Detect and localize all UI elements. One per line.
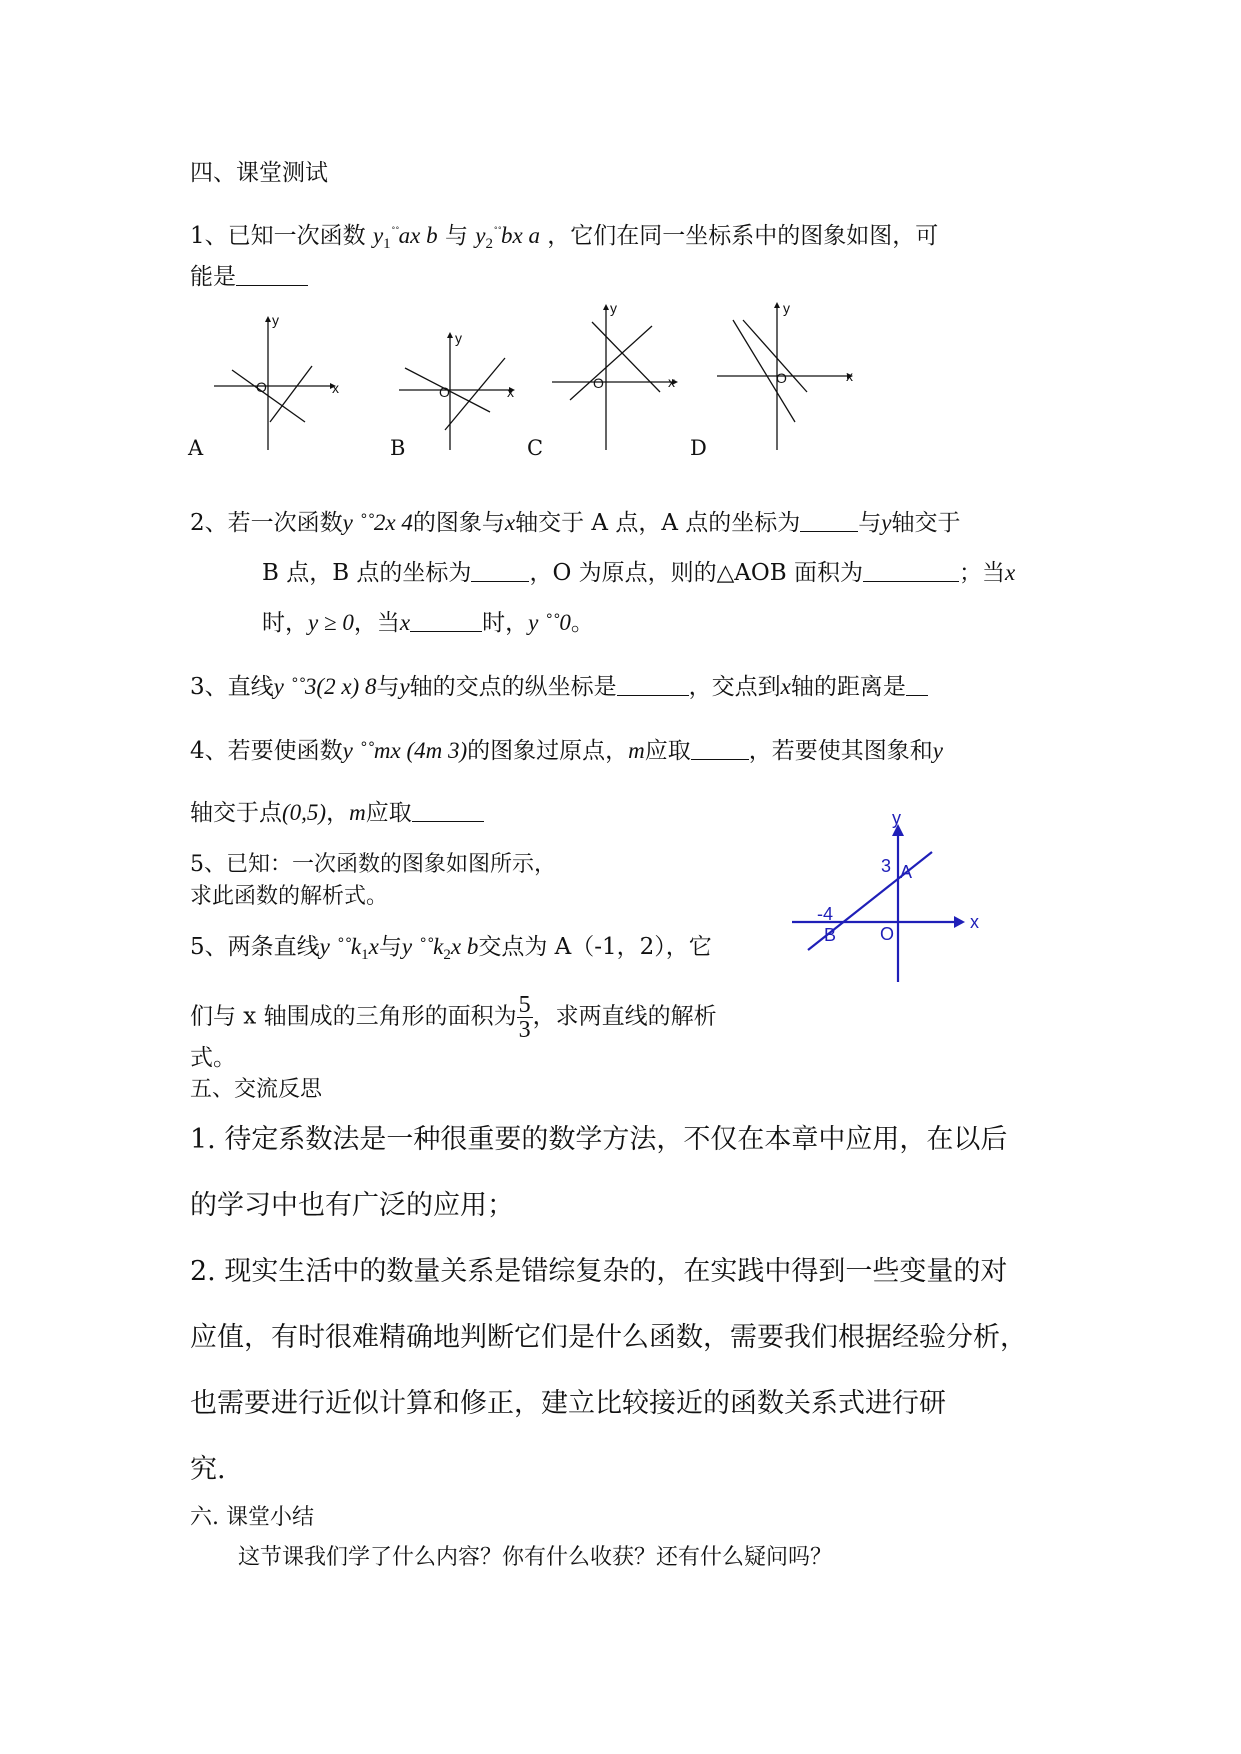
section-title-6: 六. 课堂小结 (190, 1505, 314, 1530)
fig5-label-a: A (900, 862, 913, 882)
answer-blank[interactable] (236, 263, 308, 286)
fig5-label-neg4: -4 (817, 904, 834, 924)
graph-b-x-label: x (507, 384, 514, 400)
option-label-a[interactable]: A (188, 436, 204, 460)
reflection-p2-line-2: 应值，有时很难精确地判断它们是什么函数，需要我们根据经验分析， (190, 1322, 1027, 1353)
q1-text-b: 与 (444, 223, 468, 249)
graph-a-x-label: x (332, 380, 339, 396)
figure-5-graph (790, 810, 980, 985)
question-1-line-1 (190, 216, 938, 259)
graph-option-b (395, 330, 525, 450)
answer-blank[interactable] (800, 509, 858, 532)
graph-c-origin: O (593, 375, 604, 391)
option-label-b[interactable]: B (390, 436, 406, 460)
summary-text: 这节课我们学了什么内容？你有什么收获？还有什么疑问吗？ (238, 1545, 833, 1570)
question-1-line-2 (190, 262, 308, 292)
q2-expr: y ˚˚2x 4 (342, 510, 413, 535)
question-2-line-3: 时，y ≥ 0，当x 时，y ˚˚0。 (262, 610, 594, 636)
question-4-line-1: 4、若要使函数y ˚˚mx (4m 3)的图象过原点，m应取 ，若要使其图象和y (190, 738, 944, 764)
reflection-p2-line-4: 究. (190, 1454, 226, 1485)
graph-option-a (210, 310, 340, 450)
question-5a-line-1: 5、已知：一次函数的图象如图所示， (190, 852, 556, 877)
graph-d-y-label: y (783, 300, 790, 316)
answer-blank[interactable] (410, 609, 482, 632)
reflection-p2-line-3: 也需要进行近似计算和修正，建立比较接近的函数关系式进行研 (190, 1388, 946, 1419)
q4-expr: y ˚˚mx (4m 3) (342, 738, 468, 763)
graph-a-origin: O (256, 379, 267, 395)
question-5a-line-2: 求此函数的解析式。 (190, 884, 389, 909)
q1-expr-1: $y_1^{˚˚}ax$ b (372, 223, 438, 252)
graph-option-d (715, 300, 865, 450)
section-title-4: 四、课堂测试 (190, 160, 328, 186)
answer-blank[interactable] (863, 559, 959, 582)
q5b-expr-2: y $˚˚k_2x$ b (401, 934, 479, 963)
fig5-label-o: O (880, 924, 895, 944)
graph-d-x-label: x (846, 368, 853, 384)
answer-blank[interactable] (471, 559, 529, 582)
question-5b-line-1: 5、两条直线y $˚˚k_1x$与y $˚˚k_2x$ b交点为 A（-1，2），它 (190, 934, 712, 963)
question-2-line-1: 2、若一次函数y ˚˚2x 4的图象与x轴交于 A 点，A 点的坐标为 与y轴交于 (190, 510, 961, 536)
answer-blank[interactable] (617, 673, 689, 696)
question-5b-line-2: 们与 x 轴围成的三角形的面积为 $\frac{5}{3}$ ，求两直线的解析 (190, 992, 717, 1043)
q3-expr: y ˚˚3(2 x) 8 (273, 674, 377, 699)
question-5b-line-3: 式。 (190, 1045, 236, 1071)
reflection-p1-line-2: 的学习中也有广泛的应用； (190, 1190, 514, 1221)
question-4-line-2: 轴交于点(0,5)，m应取 (190, 798, 484, 828)
fig5-x-label: x (970, 912, 979, 932)
question-3: 3、直线y ˚˚3(2 x) 8与y轴的交点的纵坐标是 ，交点到x轴的距离是 (190, 672, 928, 702)
graph-c-x-label: x (668, 374, 675, 390)
fraction-five-thirds: $\frac{5}{3}$ (518, 992, 531, 1043)
answer-blank[interactable] (691, 737, 749, 760)
reflection-p2-line-1: 2. 现实生活中的数量关系是错综复杂的，在实践中得到一些变量的对 (190, 1256, 1008, 1287)
fig5-y-label: y (892, 808, 901, 828)
fig5-label-b: B (824, 925, 837, 945)
q1-text-a: 1、已知一次函数 (190, 223, 366, 249)
question-2-line-2: B 点，B 点的坐标为 ，O 为原点，则的△AOB 面积为 ；当x (262, 560, 1016, 586)
graph-d-origin: O (776, 370, 787, 386)
graph-b-origin: O (439, 384, 450, 400)
q1-text-line2: 能是 (190, 264, 236, 290)
answer-blank[interactable] (412, 799, 484, 822)
reflection-p1-line-1: 1. 待定系数法是一种很重要的数学方法，不仅在本章中应用，在以后 (190, 1124, 1008, 1155)
graph-c-y-label: y (610, 300, 617, 316)
graph-option-c (550, 300, 685, 450)
q1-expr-2: $y_2^{˚˚}bx$ a (475, 223, 540, 252)
answer-blank[interactable] (906, 673, 928, 696)
q5b-expr-1: y $˚˚k_1x$ (319, 934, 379, 963)
option-label-c[interactable]: C (527, 436, 544, 460)
section-title-5: 五、交流反思 (190, 1077, 323, 1102)
q1-text-c: ，它们在同一坐标系中的图象如图，可 (547, 223, 939, 249)
fig5-label-3: 3 (881, 856, 892, 876)
option-label-d[interactable]: D (690, 436, 707, 460)
graph-a-y-label: y (272, 312, 279, 328)
graph-b-y-label: y (455, 330, 462, 346)
